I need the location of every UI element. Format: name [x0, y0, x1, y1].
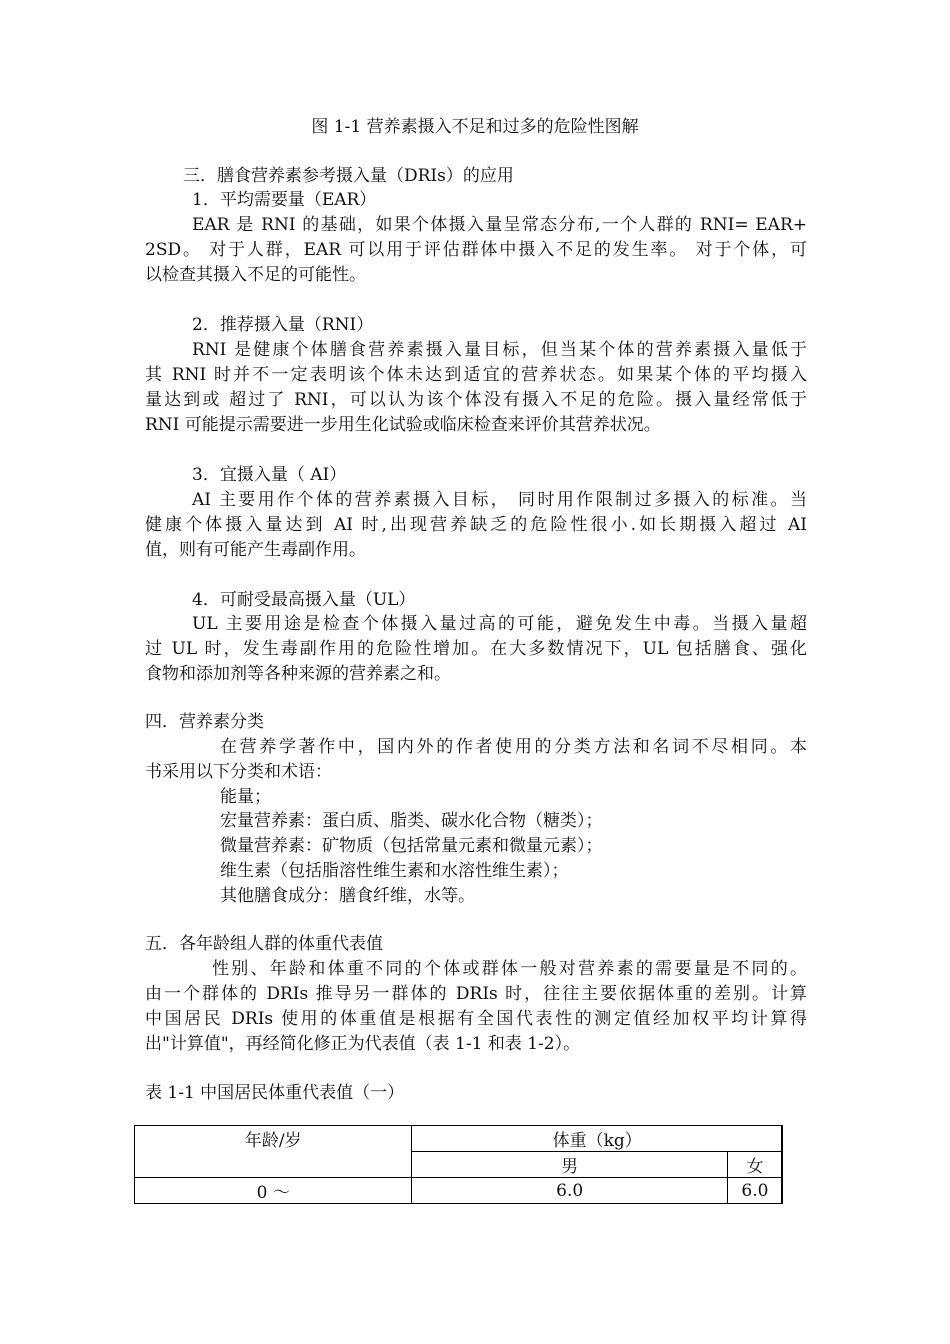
ear-line-2: 2SD。 对于人群，EAR 可以用于评估群体中摄入不足的发生率。 对于个体，可 — [145, 240, 807, 260]
ul-title: 4．可耐受最高摄入量（UL） — [192, 590, 416, 610]
ai-line-3: 值，则有可能产生毒副作用。 — [145, 540, 366, 560]
sec4-item-2: 宏量营养素：蛋白质、脂类、碳水化合物（糖类）； — [220, 811, 603, 831]
table-header-male: 男 — [412, 1152, 727, 1178]
rni-line-3: 量达到或 超过了 RNI，可以认为该个体没有摄入不足的危险。摄入量经常低于 — [145, 390, 807, 410]
section-5-heading: 五．各年龄组人群的体重代表值 — [145, 934, 383, 954]
sec4-line-2: 书采用以下分类和术语： — [145, 762, 332, 782]
sec4-line-1: 在营养学著作中，国内外的作者使用的分类方法和名词不尽相同。本 — [220, 737, 807, 757]
table-row — [135, 1178, 783, 1204]
table-header-weight: 体重（kg） — [412, 1126, 783, 1152]
figure-caption: 图 1-1 营养素摄入不足和过多的危险性图解 — [311, 117, 639, 137]
weight-table — [134, 1125, 783, 1204]
ul-line-1: UL 主要用途是检查个体摄入量过高的可能，避免发生中毒。当摄入量超 — [192, 614, 807, 634]
table-cell-age: 0 ～ — [135, 1178, 412, 1204]
table-header-age: 年龄/岁 — [135, 1126, 412, 1178]
rni-line-2: 其 RNI 时并不一定表明该个体未达到适宜的营养状态。如果某个体的平均摄入 — [145, 365, 807, 385]
ul-line-3: 食物和添加剂等各种来源的营养素之和。 — [145, 664, 451, 684]
rni-title: 2．推荐摄入量（RNI） — [192, 315, 374, 335]
ear-title: 1．平均需要量（EAR） — [192, 190, 377, 210]
rni-line-1: RNI 是健康个体膳食营养素摄入量目标，但当某个体的营养素摄入量低于 — [192, 340, 807, 360]
rni-line-4: RNI 可能提示需要进一步用生化试验或临床检查来评价其营养状况。 — [145, 415, 661, 435]
table-right-double-border — [781, 1125, 782, 1203]
sec4-item-5: 其他膳食成分：膳食纤维，水等。 — [220, 886, 475, 906]
ear-line-3: 以检查其摄入不足的可能性。 — [145, 265, 366, 285]
ul-line-2: 过 UL 时，发生毒副作用的危险性增加。在大多数情况下，UL 包括膳食、强化 — [145, 639, 807, 659]
ai-title: 3．宜摄入量（ AI） — [192, 465, 347, 485]
sec4-item-1: 能量； — [220, 787, 271, 807]
ai-line-1: AI 主要用作个体的营养素摄入目标， 同时用作限制过多摄入的标准。当 — [192, 490, 807, 510]
section-3-heading: 三．膳食营养素参考摄入量（DRIs）的应用 — [183, 166, 514, 186]
sec5-line-1: 性别、年龄和体重不同的个体或群体一般对营养素的需要量是不同的。 — [212, 959, 807, 979]
sec4-item-4: 维生素（包括脂溶性维生素和水溶性维生素）； — [220, 861, 569, 881]
sec4-item-3: 微量营养素：矿物质（包括常量元素和微量元素）； — [220, 836, 603, 856]
table-cell-female: 6.0 — [727, 1178, 782, 1204]
ear-line-1: EAR 是 RNI 的基础，如果个体摄入量呈常态分布,一个人群的 RNI= EAR+ — [192, 215, 807, 235]
table-header-female: 女 — [727, 1152, 782, 1178]
sec5-line-2: 由一个群体的 DRIs 推导另一群体的 DRIs 时，往往主要依据体重的差别。计算 — [145, 984, 807, 1004]
table-caption: 表 1-1 中国居民体重代表值（一） — [145, 1083, 405, 1103]
section-4-heading: 四．营养素分类 — [145, 712, 264, 732]
sec5-line-4: 出"计算值"，再经简化修正为代表值（表 1-1 和表 1-2）。 — [145, 1034, 581, 1054]
sec5-line-3: 中国居民 DRIs 使用的体重值是根据有全国代表性的测定值经加权平均计算得 — [145, 1009, 807, 1029]
ai-line-2: 健康个体摄入量达到 AI 时,出现营养缺乏的危险性很小.如长期摄入超过 AI — [145, 515, 807, 535]
table-cell-male: 6.0 — [412, 1178, 727, 1204]
